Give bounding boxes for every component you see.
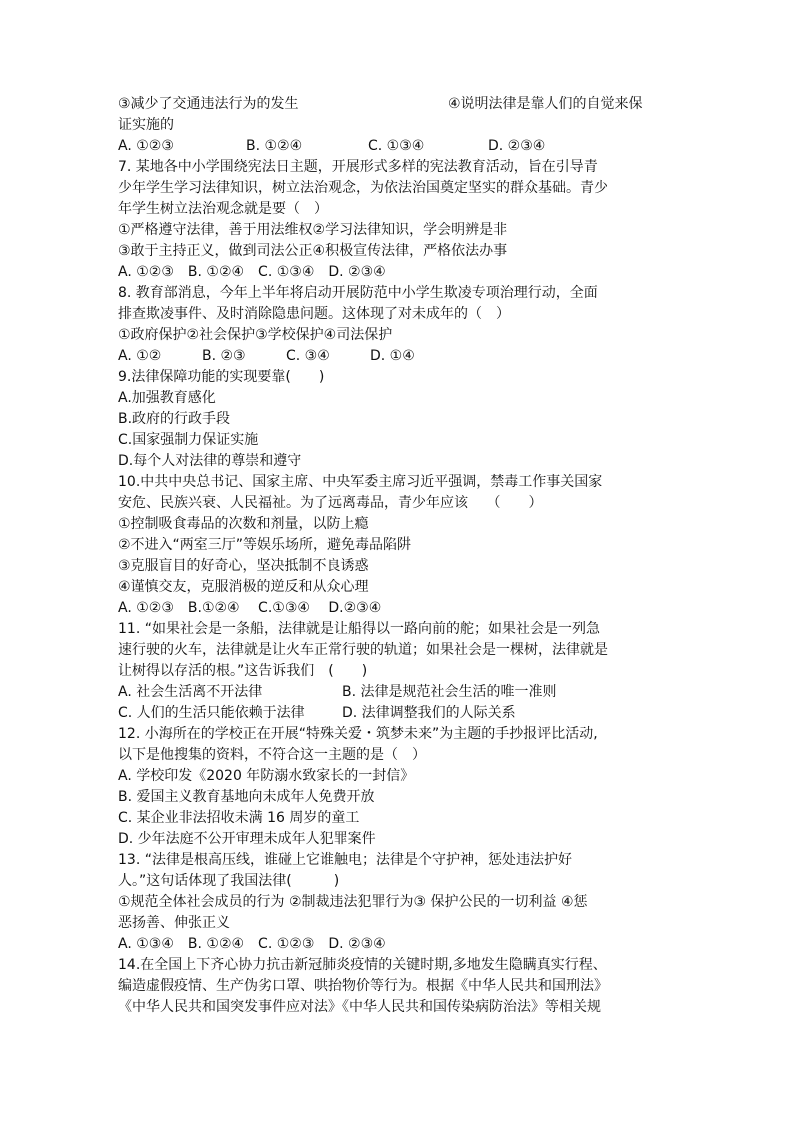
text-line (118, 472, 678, 493)
option-b: B. ①②④ (246, 138, 303, 154)
line-text-left: A. 社会生活离不开法律 (118, 684, 263, 700)
text-line (118, 94, 678, 115)
text-line (118, 262, 678, 283)
line-text-left: ③减少了交通违法行为的发生 (118, 96, 299, 112)
text-line (118, 388, 678, 409)
text-line (118, 304, 678, 325)
line-text: D.每个人对法律的尊崇和遵守 (118, 453, 302, 469)
option-b: B. ②③ (202, 348, 246, 364)
text-line (118, 640, 678, 661)
text-line (118, 955, 678, 976)
line-text: 11. “如果社会是一条船，法律就是让船得以一路向前的舵；如果社会是一列急 (118, 621, 600, 637)
line-text-right: D. 法律调整我们的人际关系 (342, 705, 516, 721)
line-text: 以下是他搜集的资料，不符合这一主题的是（ ） (118, 747, 426, 763)
line-text: 安危、民族兴衰、人民福祉。为了远离毒品，青少年应该 （ ） (118, 495, 543, 511)
document-page (118, 94, 678, 1018)
line-text: ①控制吸食毒品的次数和剂量，以防上瘾 (118, 516, 369, 532)
text-line (118, 976, 678, 997)
line-text: 恶扬善、伸张正义 (118, 915, 230, 931)
line-text: 14.在全国上下齐心协力抗击新冠肺炎疫情的关键时期,多地发生隐瞒真实行程、 (118, 957, 607, 973)
text-line (118, 703, 678, 724)
line-text: ①政府保护②社会保护③学校保护④司法保护 (118, 327, 393, 343)
option-a: A. ①② (118, 348, 162, 364)
text-line (118, 661, 678, 682)
line-text: 编造虚假疫情、生产伪劣口罩、哄抬物价等行为。根据《中华人民共和国刑法》 (118, 978, 608, 994)
line-text: 9.法律保障功能的实现要靠( ) (118, 369, 325, 385)
line-text: ①严格遵守法律，善于用法维权②学习法律知识，学会明辨是非 (118, 222, 508, 238)
line-text: 速行驶的火车，法律就是让火车正常行驶的轨道；如果社会是一棵树，法律就是 (118, 642, 608, 658)
line-text-left: C. 人们的生活只能依赖于法律 (118, 705, 305, 721)
text-line (118, 850, 678, 871)
line-text: 年学生树立法治观念就是要（ ） (118, 201, 328, 217)
line-text: 让树得以存活的根。”这告诉我们 ( ) (118, 663, 368, 679)
line-text: 《中华人民共和国突发事件应对法》《中华人民共和国传染病防治法》等相关规 (118, 999, 601, 1015)
text-line (118, 934, 678, 955)
line-text: B. 爱国主义教育基地向未成年人免费开放 (118, 789, 375, 805)
line-text: 人。”这句话体现了我国法律( ) (118, 873, 340, 889)
text-line (118, 619, 678, 640)
line-text: B.政府的行政手段 (118, 411, 231, 427)
text-line (118, 724, 678, 745)
text-line (118, 787, 678, 808)
line-text-right: ④说明法律是靠人们的自觉来保 (448, 96, 643, 112)
text-line (118, 829, 678, 850)
option-a: A. ①②③ (118, 138, 174, 154)
text-line (118, 430, 678, 451)
text-line (118, 136, 678, 157)
text-line (118, 598, 678, 619)
option-d: D. ②③④ (488, 138, 546, 154)
text-line (118, 745, 678, 766)
line-text: D. 少年法庭不公开审理未成年人犯罪案件 (118, 831, 376, 847)
text-line (118, 325, 678, 346)
text-line (118, 241, 678, 262)
line-text: A. ①②③ B. ①②④ C. ①③④ D. ②③④ (118, 264, 386, 280)
text-line (118, 997, 678, 1018)
option-c: C. ③④ (286, 348, 330, 364)
text-line (118, 493, 678, 514)
text-line (118, 199, 678, 220)
text-line (118, 346, 678, 367)
option-c: C. ①③④ (368, 138, 425, 154)
text-line (118, 913, 678, 934)
line-text: C.国家强制力保证实施 (118, 432, 259, 448)
text-line (118, 451, 678, 472)
option-d: D. ①④ (370, 348, 415, 364)
line-text: 7. 某地各中小学围绕宪法日主题，开展形式多样的宪法教育活动，旨在引导青 (118, 159, 598, 175)
text-line (118, 577, 678, 598)
line-text: A. 学校印发《2020 年防溺水致家长的一封信》 (118, 768, 415, 784)
line-text-right: B. 法律是规范社会生活的唯一准则 (342, 684, 557, 700)
text-line (118, 556, 678, 577)
line-text: ③克服盲目的好奇心，坚决抵制不良诱惑 (118, 558, 369, 574)
text-line (118, 115, 678, 136)
text-line (118, 409, 678, 430)
text-line (118, 892, 678, 913)
line-text: C. 某企业非法招收未满 16 周岁的童工 (118, 810, 360, 826)
line-text: A.加强教育感化 (118, 390, 216, 406)
line-text: A. ①②③ B.①②④ C.①③④ D.②③④ (118, 600, 382, 616)
line-text: 13. “法律是根高压线，谁碰上它谁触电；法律是个守护神，惩处违法护好 (118, 852, 572, 868)
text-line (118, 535, 678, 556)
line-text: A. ①③④ B. ①②④ C. ①②③ D. ②③④ (118, 936, 386, 952)
text-line (118, 514, 678, 535)
line-text: 排查欺凌事件、及时消除隐患问题。这体现了对未成年的（ ） (118, 306, 510, 322)
line-text: 10.中共中央总书记、国家主席、中央军委主席习近平强调，禁毒工作事关国家 (118, 474, 603, 490)
text-line (118, 283, 678, 304)
text-line (118, 808, 678, 829)
line-text: 少年学生学习法律知识，树立法治观念，为依法治国奠定坚实的群众基础。青少 (118, 180, 608, 196)
text-line (118, 178, 678, 199)
line-text: 12. 小海所在的学校正在开展“特殊关爱・筑梦未来”为主题的手抄报评比活动, (118, 726, 598, 742)
text-line (118, 766, 678, 787)
line-text: ②不进入“两室三厅”等娱乐场所，避免毒品陷阱 (118, 537, 412, 553)
text-line (118, 682, 678, 703)
line-text: ①规范全体社会成员的行为 ②制裁违法犯罪行为③ 保护公民的一切利益 ④惩 (118, 894, 588, 910)
text-line (118, 367, 678, 388)
text-line (118, 220, 678, 241)
text-line (118, 157, 678, 178)
line-text: 8. 教育部消息，今年上半年将启动开展防范中小学生欺凌专项治理行动，全面 (118, 285, 598, 301)
line-text: 证实施的 (118, 117, 174, 133)
line-text: ③敢于主持正义，做到司法公正④积极宣传法律，严格依法办事 (118, 243, 508, 259)
line-text: ④谨慎交友，克服消极的逆反和从众心理 (118, 579, 369, 595)
text-line (118, 871, 678, 892)
